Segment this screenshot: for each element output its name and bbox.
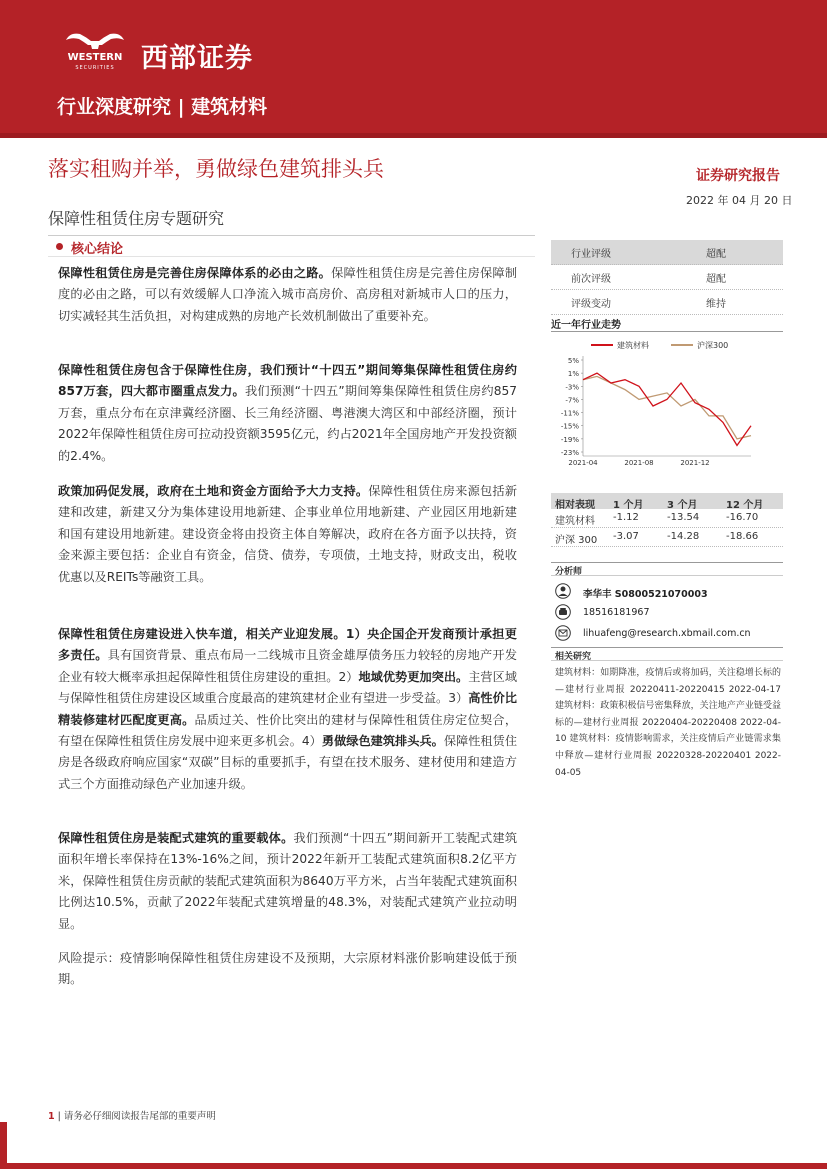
footer-bar <box>0 1163 827 1169</box>
analyst-email[interactable]: lihuafeng@research.xbmail.com.cn <box>583 628 751 639</box>
series-line-industry <box>583 373 751 445</box>
chart-title: 近一年行业走势 <box>551 320 621 331</box>
paragraph-3 <box>58 481 517 588</box>
y-tick-label: -11% <box>560 409 579 418</box>
report-date: 2022 年 04 月 20 日 <box>686 194 793 207</box>
western-logo <box>60 28 130 76</box>
x-tick-label: 2021-08 <box>624 459 654 467</box>
y-tick-label: -3% <box>565 383 579 392</box>
paragraph-2-lead: 保障性租赁住房包含于保障性住房，我们预计“十四五”期间筹集保障性租赁住房约857万套，四大都市圈重点发力。 <box>58 363 517 399</box>
footer-corner-bar <box>0 1122 7 1169</box>
perf-header-cell: 1 个月 <box>613 500 644 511</box>
legend-label-index: 沪深300 <box>697 341 729 350</box>
rating-row <box>551 265 783 290</box>
analyst-phone: 18516181967 <box>583 607 650 618</box>
page-title: 落实租购并举，勇做绿色建筑排头兵 <box>48 157 384 181</box>
bullet-icon <box>56 243 63 250</box>
paragraph-5 <box>58 828 517 935</box>
perf-cell: -18.66 <box>726 531 759 542</box>
paragraph-4-point-4: 勇做绿色建筑排头兵。 <box>321 734 444 749</box>
y-tick-label: 1% <box>567 370 579 379</box>
chart-divider <box>551 331 783 332</box>
paragraph-2-text: 我们预测“十四五”期间筹集保障性租赁住房约857万套，重点分布在京津冀经济圈、长三角经济圈、粤港澳大湾区和中部经济圈，预计2022年保障性租赁住房可拉动投资额3595亿元，约占2021年全国房地产开发投资额的2.4%。 <box>58 384 517 463</box>
paragraph-1-text: 保障性租赁住房是完善住房保障制度的必由之路，可以有效缓解人口净流入城市高房价、高房租对新城市人口的压力，切实减轻其生活负担，对构建成熟的房地产长效机制做出了重要补充。 <box>58 266 518 323</box>
logo-en-text: WESTERN <box>67 52 123 63</box>
perf-cell: -14.28 <box>667 531 700 542</box>
paragraph-4-text-3: 品质过关、性价比突出的建材与保障性租赁住房定位契合，有望在保障性租赁住房发展中迎来更多机会。4） <box>58 712 518 749</box>
perf-cell: -13.54 <box>667 512 700 523</box>
paragraph-4-text-4: 保障性租赁住房是各级政府响应国家“双碳”目标的重要抓手，有望在技术服务、建材使用和建造方式三个方面推动绿色产业加速升级。 <box>58 734 518 791</box>
rating-row <box>551 240 783 265</box>
paragraph-5-lead: 保障性租赁住房是装配式建筑的重要载体。 <box>58 831 294 845</box>
page-number: 1 <box>48 1111 55 1122</box>
mail-icon <box>555 625 571 641</box>
related-heading <box>551 647 783 661</box>
paragraph-4-text-2: 主营区域与保障性租赁住房建设区域重合度最高的建筑建材企业有望进一步受益。3） <box>58 669 518 706</box>
analyst-heading <box>551 562 783 576</box>
related-research-list: 建筑材料：如期降准，疫情后或将加码，关注稳增长标的—建材行业周报 20220411-20220415 2022-04-17 建筑材料：政策积极信号密集释放，关注地产产业链受益标的—建材行业周报 20220404-20220408 2022-04-10 建筑材料：疫情影响需求，关注疫情后产业链需求集中释放—建材行业周报 20220328-20220401 2022-04-05 <box>555 668 781 778</box>
paragraph-4-text-1: 具有国资背景、重点布局一二线城市且资金雄厚债务压力较轻的房地产开发企业有较大概率承担起保障性租赁住房建设的重担。2） <box>58 648 518 684</box>
y-tick-label: 5% <box>567 357 579 365</box>
footer-disclaimer: | 请务必仔细阅读报告尾部的重要声明 <box>54 1111 216 1122</box>
person-icon <box>555 583 571 599</box>
paragraph-1-lead: 保障性租赁住房是完善住房保障体系的必由之路。 <box>58 266 332 280</box>
table-row <box>551 509 783 528</box>
perf-header-cell: 12 个月 <box>726 500 764 511</box>
page-subtitle: 保障性租赁住房专题研究 <box>48 209 225 228</box>
header-category: 行业深度研究 | 建筑材料 <box>57 96 268 118</box>
rating-value: 维持 <box>706 299 726 310</box>
y-tick-label: -23% <box>560 449 579 457</box>
x-tick-label: 2021-12 <box>680 459 710 467</box>
section-title: 核心结论 <box>71 242 124 257</box>
paragraph-4-point-3: 高性价比精装修建材匹配度更高。 <box>58 691 517 727</box>
report-type: 证券研究报告 <box>696 168 780 184</box>
perf-cell: -3.07 <box>613 531 639 542</box>
paragraph-3-text: 保障性租赁住房来源包括新建和改建，新建又分为集体建设用地新建、企事业单位用地新建、产业园区用地新建和国有建设用地新建。建设资金将由投资主体自筹解决，政府在各方面予以扶持，资金来源主要包括：企业自有资金，信贷、债券，专项债，土地支持，财政支出，税收优惠以及REITs等融资工具。 <box>58 484 518 584</box>
paragraph-5-text: 我们预测“十四五”期间新开工装配式建筑面积年增长率保持在13%-16%之间，预计2022年新开工装配式建筑面积8.2亿平方米，保障性租赁住房贡献的装配式建筑面积为8640万平方米，占当年装配式建筑面积比例达10.5%，贡献了2022年装配式建筑增量的48.3%，对装配式建筑产业拉动明显。 <box>58 831 518 931</box>
logo-en-sub: SECURITIES <box>75 65 115 71</box>
y-tick-label: -7% <box>565 396 579 405</box>
paragraph-4-point-2: 地域优势更加突出。 <box>358 669 469 684</box>
series-line-index <box>583 376 751 439</box>
phone-icon <box>555 604 571 620</box>
y-tick-label: -19% <box>560 435 579 444</box>
rating-label: 行业评级 <box>571 249 611 260</box>
perf-header-cell: 相对表现 <box>555 500 595 511</box>
footer-note <box>48 1108 216 1122</box>
paragraph-4 <box>58 624 517 795</box>
rating-value: 超配 <box>706 274 726 285</box>
header-divider <box>0 133 827 138</box>
rating-value: 超配 <box>706 249 726 260</box>
risk-warning: 风险提示：疫情影响保障性租赁住房建设不及预期，大宗原材料涨价影响建设低于预期。 <box>58 951 517 987</box>
rating-row <box>551 290 783 315</box>
x-tick-label: 2021-04 <box>568 459 598 467</box>
performance-table <box>551 493 783 547</box>
analyst-heading-label: 分析师 <box>555 567 583 577</box>
perf-header-cell: 3 个月 <box>667 500 698 511</box>
logo-cn: 西部证券 <box>141 43 253 74</box>
related-heading-label: 相关研究 <box>555 652 592 662</box>
paragraph-2 <box>58 360 517 467</box>
header-banner <box>0 0 827 138</box>
performance-header <box>551 493 783 509</box>
perf-cell: 沪深 300 <box>555 535 598 546</box>
paragraph-4-lead: 保障性租赁住房建设进入快车道，相关产业迎发展。1）央企国企开发商预计承担更多责任。 <box>58 627 517 663</box>
legend-label-industry: 建筑材料 <box>617 341 649 350</box>
trend-chart <box>551 336 783 472</box>
analyst-name: 李华丰 S0800521070003 <box>583 589 708 600</box>
rating-label: 前次评级 <box>571 274 611 285</box>
perf-cell: 建筑材料 <box>555 516 595 527</box>
y-tick-label: -15% <box>560 422 579 431</box>
table-row <box>551 528 783 547</box>
perf-cell: -1.12 <box>613 512 639 523</box>
rating-table <box>551 240 783 315</box>
perf-cell: -16.70 <box>726 512 759 523</box>
rating-label: 评级变动 <box>571 299 611 310</box>
paragraph-3-lead: 政策加码促发展，政府在土地和资金方面给予大力支持。 <box>58 484 369 498</box>
paragraph-1 <box>58 263 517 327</box>
section-header <box>48 235 535 257</box>
